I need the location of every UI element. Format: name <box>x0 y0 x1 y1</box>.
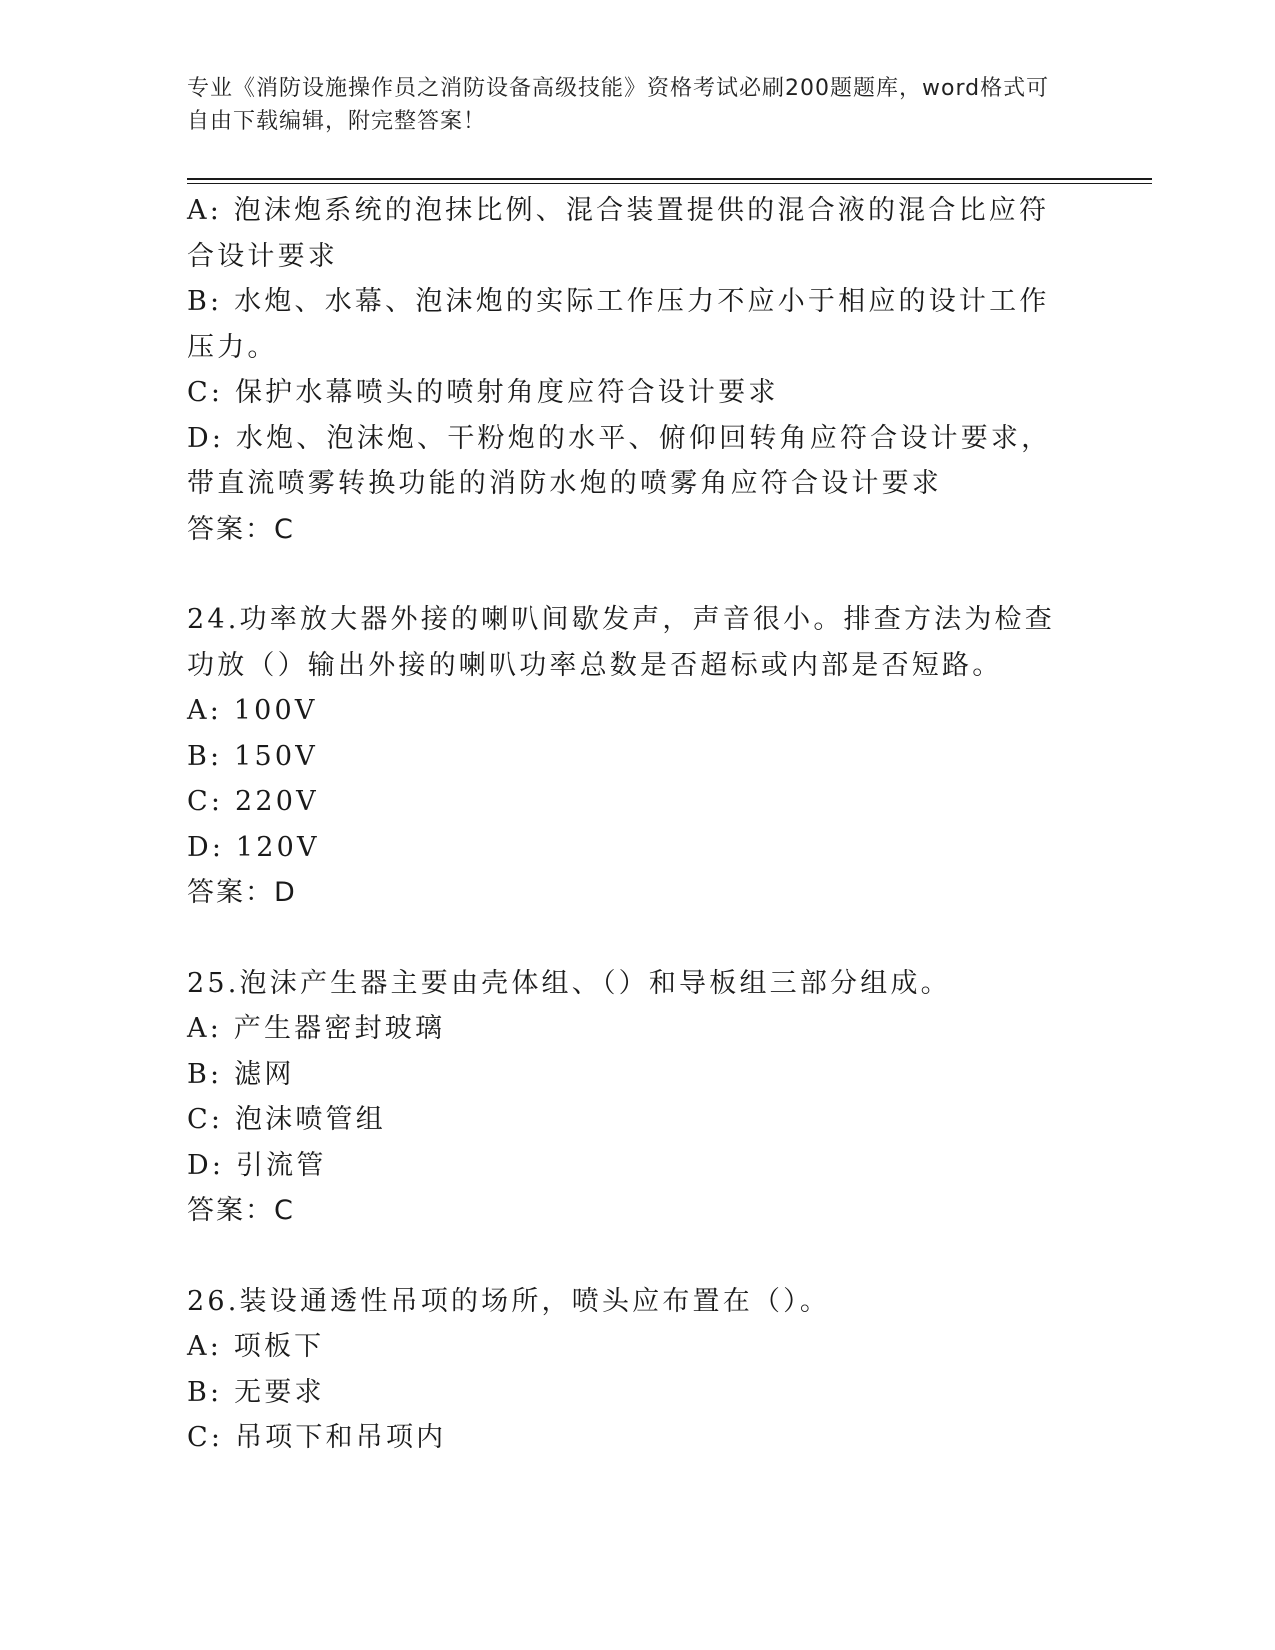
option-a: A: 项板下 <box>187 1331 325 1362</box>
spacer <box>187 1234 1077 1279</box>
spacer <box>187 552 1077 597</box>
option-a: A: 产生器密封玻璃 <box>187 1013 446 1044</box>
answer-label: 答案：C <box>187 1195 295 1226</box>
option-a: A: 100V <box>187 695 318 726</box>
question-stem: 25.泡沫产生器主要由壳体组、（）和导板组三部分组成。 <box>187 967 951 999</box>
option-d: D: 引流管 <box>187 1149 327 1181</box>
answer-label: 答案：D <box>187 877 297 908</box>
option-c: C: 220V <box>187 786 319 817</box>
option-b: B: 无要求 <box>187 1376 325 1408</box>
spacer <box>187 916 1077 961</box>
question-25 <box>187 961 1077 1234</box>
option-c: C: 吊项下和吊项内 <box>187 1422 447 1453</box>
header-rule-thin <box>187 183 1152 184</box>
question-stem: 26.装设通透性吊项的场所，喷头应布置在（）。 <box>187 1285 831 1317</box>
question-24 <box>187 597 1077 916</box>
document-header: 专业《消防设施操作员之消防设备高级技能》资格考试必刷200题题库，word格式可自由下载编辑，附完整答案！ <box>187 76 1050 134</box>
option-a: A: 泡沫炮系统的泡抹比例、混合装置提供的混合液的混合比应符合设计要求 <box>187 195 1050 272</box>
option-b: B: 滤网 <box>187 1058 295 1090</box>
answer-label: 答案：C <box>187 513 295 545</box>
question-23-continued <box>187 188 1077 552</box>
option-c: C: 泡沫喷管组 <box>187 1104 386 1135</box>
question-content <box>187 188 1077 1461</box>
option-b: B: 150V <box>187 740 318 772</box>
question-26 <box>187 1279 1077 1461</box>
header-rule-thick <box>187 178 1152 180</box>
option-b: B: 水炮、水幕、泡沫炮的实际工作压力不应小于相应的设计工作压力。 <box>187 286 1050 363</box>
option-d: D: 120V <box>187 831 320 863</box>
option-c: C: 保护水幕喷头的喷射角度应符合设计要求 <box>187 377 779 408</box>
option-d: D: 水炮、泡沫炮、干粉炮的水平、俯仰回转角应符合设计要求，带直流喷雾转换功能的消防水炮的喷雾角应符合设计要求 <box>187 422 1052 499</box>
question-stem: 24.功率放大器外接的喇叭间歇发声，声音很小。排查方法为检查功放（）输出外接的喇叭功率总数是否超标或内部是否短路。 <box>187 604 1055 681</box>
